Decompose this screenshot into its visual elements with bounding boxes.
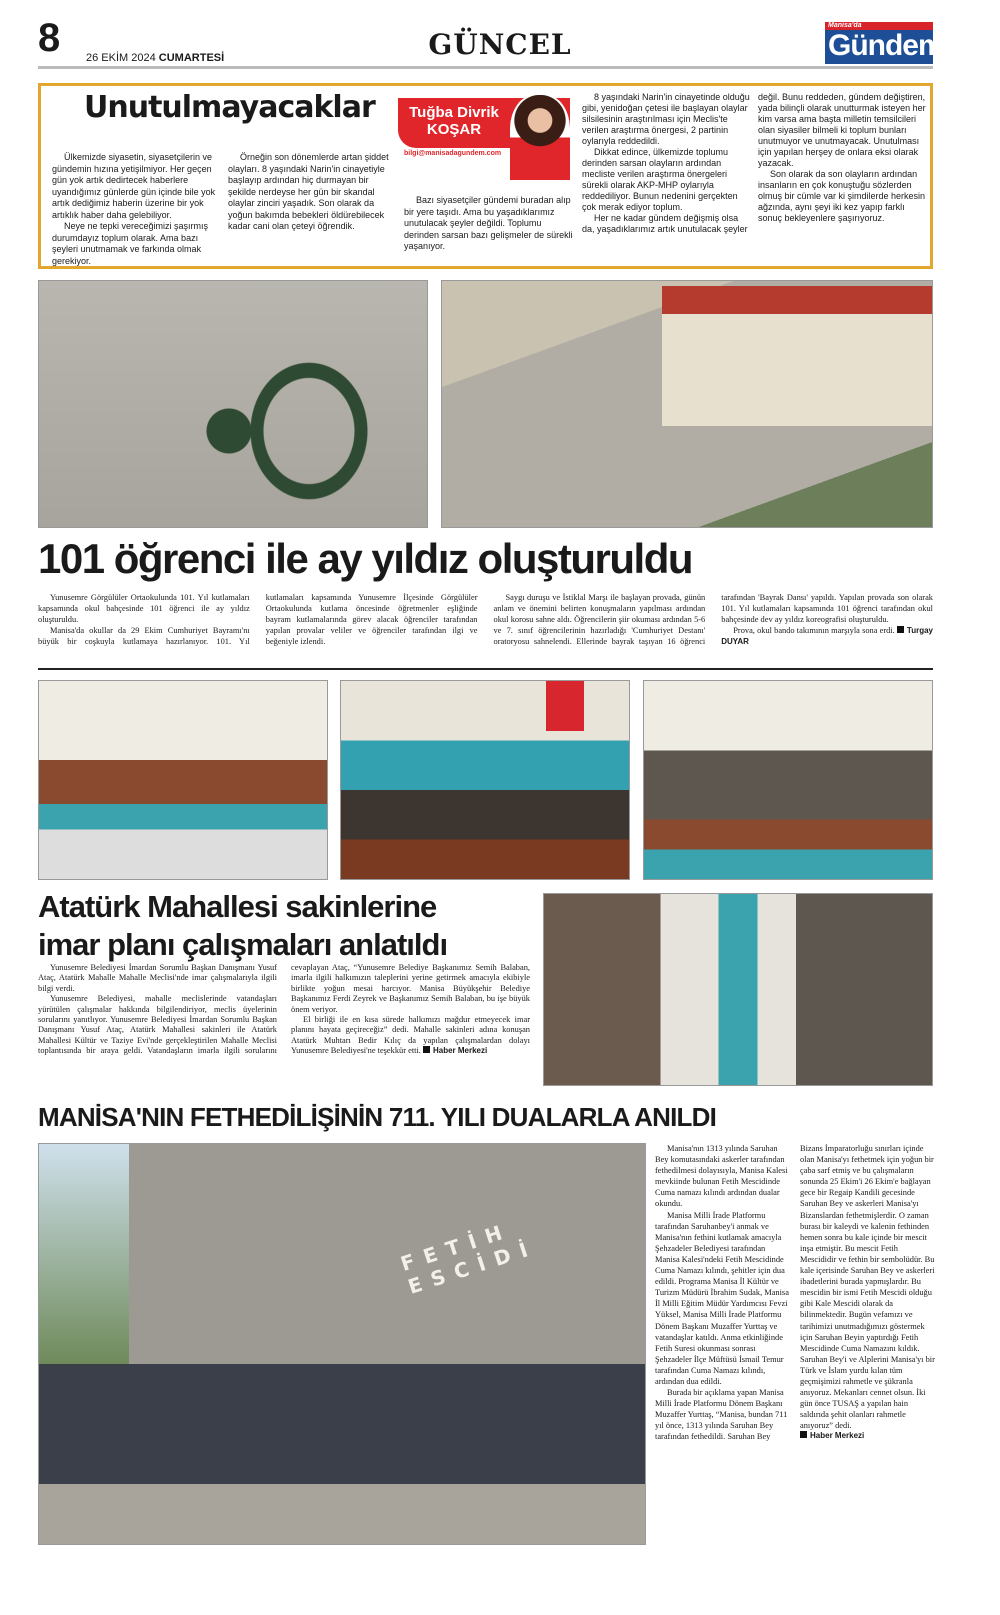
mosque-sign: FETİH ESCİDİ <box>397 1217 541 1299</box>
paragraph: Manisa'nın 1313 yılında Saruhan Bey komutasındaki askerler tarafından fethedilmesi dolayısıyla, Manisa Kalesi mevkiinde bulunan Fetih Mescidinde Cuma namazı kılındı ardından dualar okundu. <box>655 1144 788 1209</box>
school-building <box>662 286 932 426</box>
photo-crescent-star-courtyard <box>38 280 428 528</box>
paragraph: Burada bir açıklama yapan Manisa Milli İrade Platformu Dönem Başkanı Muzaffer Yurttaş, “Manisa, bundan 711 yıl önce, 1313 yılında Saruhan Bey tarafından fethedildi. Saruhan Bey Bizans İmparatorluğu sınırları içinde olan Manisa'yı fethetmek için yoğun bir çaba sarf etmiş ve bu çalışmaların sonunda 25 Ekim'i 26 Ekim'e bağlayan gece bir Regaip Kandili gecesinde Saruhan Bey ve askerleri Manisa'yı Bizanslardan fethetmişlerdir. O zaman burası bir kaleydi ve kalenin fethinden hemen sonra bu kale içinde bir mescit inşa etmiştir. Bu mescit Fetih Mescididir ve fethin bir sembolüdür. Bu kale içerisinde Saruhan Bey ve askerleri ibadetlerini burada yapmışlardır. Bu mescidin bir ismi Fetih Mescidi olduğu gibi Kale Mescidi olarak da bilinmektedir. Bugün vefamızı ve tarihimizi unutmadığımızı göstermek için Saruhan Beyin yaptırdığı Fetih Mescidinde Cuma Namazını kıldık. Saruhan Bey'i ve Alplerini Manisa'yı bir Türk ve İslam yurdu kılan tüm geçmişimizi rahmetle ve şükranla anıyoruz. Mekanları cennet olsun. İki gün önce TUSAŞ a yapılan hain saldırıda şehit olanları rahmetle anıyoruz” dedi. <box>655 1144 935 1442</box>
story2-text <box>38 963 530 1057</box>
column-text-3 <box>404 195 574 253</box>
date: 26 EKİM 2024 <box>86 52 156 64</box>
byline: Haber Merkezi <box>423 1046 487 1055</box>
logo-main: Gündem <box>828 29 944 62</box>
newspaper-logo <box>825 22 944 64</box>
author-first: Tuğba Divrik <box>409 104 499 121</box>
photo-meeting-1 <box>38 680 328 880</box>
paragraph-text: Prova, okul bando takımının marşıyla sona erdi. <box>733 626 895 635</box>
column-title: Unutulmayacaklar <box>84 90 375 125</box>
paragraph: Ülkemizde siyasetin, siyasetçilerin ve gündemin hızına yetişilmiyor. Her geçen gün yok artık dedirtecek haberlere uyandığımız günlerde gün içinde bile yok artık dediğimiz haberin üzerine bir yok artıklık haber daha gelebiliyor. <box>52 152 216 220</box>
author-email: bilgi@manisadagundem.com <box>404 150 502 157</box>
paragraph: Manisa Milli İrade Platformu tarafından Saruhanbey'i anmak ve Manisa'nın fethini kutlamak amacıyla Şehzadeler Belediyesi tarafından Manisa Kalesi'ndeki Fetih Mescidinde Cuma Namazı kılındı, şehitler için dua edildi. Programa Manisa İl Kültür ve Turizm Müdürü İbrahim Sudak, Manisa İl Milli Eğitim Müdür Yardımcısı Fevzi Yüksel, Manisa Milli İrade Platformu Dönem Başkanı Muzaffer Yurttaş ve vatandaşlar katıldı. Anma etkinliğinde Fetih Suresi okunması sonrası Şehzadeler İlçe Müftüsü İsmail Temur tarafından Cuma Namazı kılındı, ardından dua edildi. <box>655 1210 789 1386</box>
page-number: 8 <box>38 16 61 60</box>
paragraph: Dikkat edince, ülkemizde toplumu derinden sarsan olayların ardından mecliste verilen araştırma önergeleri sürekli olarak AKP-MHP oylarıyla reddediliyor. Bunun nedenini gerçekten çok merak ediyor toplum. <box>582 147 738 212</box>
paragraph <box>721 625 933 647</box>
story1-text <box>38 592 933 647</box>
paragraph-text: El birliği ile en kısa sürede halkımızı mağdur etmeyecek imar planını hayata geçireceğiz” dedi. Mahalle sakinleri adına konuşan Atatürk Muhtarı Bedir Kılıç da yapılan çalışmalardan dolayı Yunusemre Belediyesi'ne teşekkür etti. <box>291 1015 530 1056</box>
turkish-flag <box>546 681 584 731</box>
author-name <box>398 104 510 138</box>
paragraph: Manisa'da okullar da 29 Ekim Cumhuriyet Bayramı'nı büyük bir coşkuyla kutlamaya hazırlanıyor. 101. Yıl kutlamaları kapsamında Yunusemre İlçesinde Görgülüler Ortaokulunda kutlama öncesinde öğretmenler eşliğinde bayram kutlamalarında görev alacak öğrenciler tarafından yapılan provalar veliler ve öğrenciler tarafından ilgi ve beğeniyle izlendi. <box>38 593 478 646</box>
byline: Turgay DUYAR <box>721 626 933 646</box>
paragraph: Örneğin son dönemlerde artan şiddet olayları. 8 yaşındaki Narin'in cinayetiyle başlayıp ardından hiç durmayan bir şekilde nerdeyse her gün bir skandal olaylar zinciri yaşadık. Son olarak da yoğun bakımda bebekleri öldürebilecek kadar cani olan çeteyi öğrendik. <box>228 152 389 231</box>
paragraph: Bazı siyasetçiler gündemi buradan alıp bir yere taşıdı. Ama bu yaşadıklarımız unutulacak şeyler değildi. Toplumu derinden sarsan bazı gelişmeler de sürekli yaşanıyor. <box>404 195 573 251</box>
author-last: KOŞAR <box>426 121 482 138</box>
paragraph: Saygı duruşu ve İstiklal Marşı ile başlayan provada, günün anlam ve önemini belirten konuşmaların yapılması ardından okul korosu sahne aldı. Öğrencilerin şiir okuması ardından 5-6 ve 7. sınıf öğrencilerinin hazırladığı 'Cumhuriyet Destanı' oratoryosu sahnelendi. Ellerinde bayrak taşıyan 16 öğrenci tarafından 'Bayrak Dansı' yapıldı. Yapılan provada son olarak 101. Yıl kutlamaları kapsamında 101 öğrenci tarafından okul bahçesinde dev ay yıldız koreografisi oluşturuldu. <box>493 593 933 646</box>
column-text-4 <box>582 92 928 235</box>
paragraph: Her ne kadar gündem değişmiş olsa da, yaşadıklarımız artık unutulacak şeyler değil. Bunu reddeden, gündem değiştiren, yada bilinçli olarak unutturmak isteyen her kim varsa ama başta milletin temsilcileri olan siyasiler bilmeli ki toplum bunları unutmuyor ve unutmayacak. Unutulması için yapılan herşey de onlara eksi olarak yazacak. <box>582 92 926 234</box>
paragraph: Son olarak da son olayların ardından insanların en çok konuştuğu sözlerden olmuş bir cümle var ki şimdilerde herkesin ağzında, aynı şeyi iki kez yapıp farklı sonuç bekleyenlere şaşırıyoruz. <box>758 169 926 223</box>
paragraph: Yunusemre Görgülüler Ortaokulunda 101. Yıl kutlamaları kapsamında okul bahçesinde 101 öğrenci ile ay yıldız oluşturuldu. <box>38 593 250 624</box>
photo-fetih-mosque-prayer <box>38 1143 646 1545</box>
headline-story3: MANİSA'NIN FETHEDİLİŞİNİN 711. YILI DUALARLA ANILDI <box>38 1102 717 1132</box>
hillside <box>39 1144 129 1364</box>
photo-meeting-2 <box>340 680 630 880</box>
photo-meeting-hall <box>543 893 933 1086</box>
divider <box>38 668 933 670</box>
paragraph <box>291 1015 530 1057</box>
headline-line: imar planı çalışmaları anlatıldı <box>38 927 448 962</box>
photo-school-aerial <box>441 280 933 528</box>
paragraph: 8 yaşındaki Narin'in cinayetinde olduğu gibi, yenidoğan çetesi ile başlayan olaylar silsilesinin araştırılması için Meclis'te verilen araştırma önergesi, 2 partinin oylarıyla reddedildi. <box>582 92 750 146</box>
day: CUMARTESİ <box>158 52 225 64</box>
section-title: GÜNCEL <box>428 28 572 61</box>
headline-story2 <box>38 888 538 964</box>
headline-story1: 101 öğrenci ile ay yıldız oluşturuldu <box>38 535 693 582</box>
story3-text <box>655 1143 935 1443</box>
photo-meeting-3 <box>643 680 933 880</box>
author-photo <box>510 95 570 180</box>
header-rule <box>38 66 933 69</box>
headline-line: Atatürk Mahallesi sakinlerine <box>38 889 437 924</box>
logo-top: Manisa'da <box>828 22 862 29</box>
paragraph: Yunusemre Belediyesi İmardan Sorumlu Başkan Danışmanı Yusuf Ataç, Atatürk Mahalle Mahalle Meclisi'nde imar çalışmalarıyla ilgili bilgi verdi. <box>38 963 277 993</box>
paragraph: Yunusemre Belediyesi, mahalle meclislerinde vatandaşları yürütülen çalışmalar hakkında bilgilendiriyor, meclis üyelerinin sorularını yanıtlıyor. Yunusemre Belediyesi İmardan Sorumlu Başkan Danışmanı Yusuf Ataç, Atatürk Mahallesi sakinleri ile Atatürk Mahallesi Kültür ve Taziye Evi'nde gerçekleştirilen Mahalle Meclisi toplantısında bir araya geldi. Vatandaşların imarla ilgili sorularını cevaplayan Ataç, “Yunusemre Belediye Başkanımız Semih Balaban, imarla ilgili halkımızın taleplerini yerine getirmek amacıyla ekibiyle birlikte yoğun mesai harcıyor. Manisa Büyükşehir Belediye Başkanımız Ferdi Zeyrek ve Başkanımız Semih Balaban, bu işe büyük önem veriyor. <box>38 963 530 1056</box>
byline: Haber Merkezi <box>800 1431 935 1440</box>
paragraph: Neye ne tepki vereceğimizi şaşırmış durumdayız toplum olarak. Ama bazı şeyleri unutmamak ve farkında olmak gerekiyor. <box>52 221 209 266</box>
column-text-2 <box>228 152 398 233</box>
column-text-1 <box>52 152 222 267</box>
